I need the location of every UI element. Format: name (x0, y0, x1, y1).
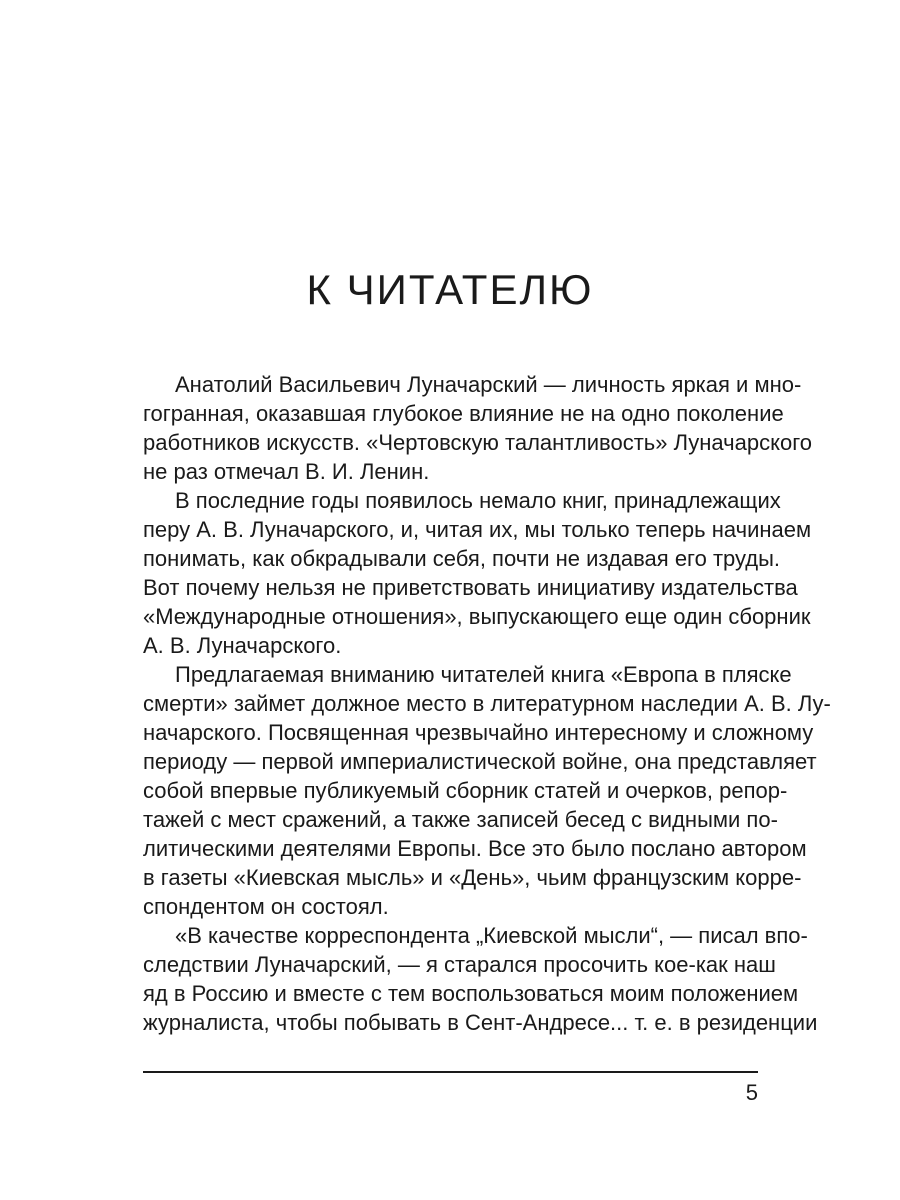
text-line: периоду — первой империалистической войне, она представляет (143, 749, 817, 774)
text-line: Анатолий Васильевич Луначарский — личность яркая и мно- (175, 372, 802, 397)
text-line: яд в Россию и вместе с тем воспользоваться моим положением (143, 981, 799, 1006)
text-line: тажей с мест сражений, а также записей бесед с видными по- (143, 807, 778, 832)
text-line: журналиста, чтобы побывать в Сент-Андресе... т. е. в резиденции (143, 1010, 818, 1035)
text-line: «В качестве корреспондента „Киевской мысли“, — писал впо- (175, 923, 808, 948)
body-text (143, 370, 831, 1037)
text-line: А. В. Луначарского. (143, 633, 342, 658)
text-line: спондентом он состоял. (143, 894, 389, 919)
text-line: перу А. В. Луначарского, и, читая их, мы только теперь начинаем (143, 517, 812, 542)
text-line: Вот почему нельзя не приветствовать инициативу издательства (143, 575, 798, 600)
text-line: собой впервые публикуемый сборник статей и очерков, репор- (143, 778, 788, 803)
text-line: смерти» займет должное место в литературном наследии А. В. Лу- (143, 691, 831, 716)
text-line: понимать, как обкрадывали себя, почти не издавая его труды. (143, 546, 781, 571)
page-title: К ЧИТАТЕЛЮ (306, 266, 594, 313)
text-line: в газеты «Киевская мысль» и «День», чьим французским корре- (143, 865, 802, 890)
text-line: литическими деятелями Европы. Все это было послано автором (143, 836, 807, 861)
text-line: гогранная, оказавшая глубокое влияние не на одно поколение (143, 401, 784, 426)
text-line: Предлагаемая вниманию читателей книга «Европа в пляске (175, 662, 792, 687)
text-line: начарского. Посвященная чрезвычайно интересному и сложному (143, 720, 814, 745)
text-line: не раз отмечал В. И. Ленин. (143, 459, 430, 484)
page-number: 5 (745, 1080, 758, 1105)
text-line: следствии Луначарский, — я старался просочить кое-как наш (143, 952, 776, 977)
text-line: В последние годы появилось немало книг, принадлежащих (175, 488, 781, 513)
footer-rule (143, 1071, 758, 1073)
text-line: «Международные отношения», выпускающего еще один сборник (143, 604, 811, 629)
text-line: работников искусств. «Чертовскую талантливость» Луначарского (143, 430, 812, 455)
